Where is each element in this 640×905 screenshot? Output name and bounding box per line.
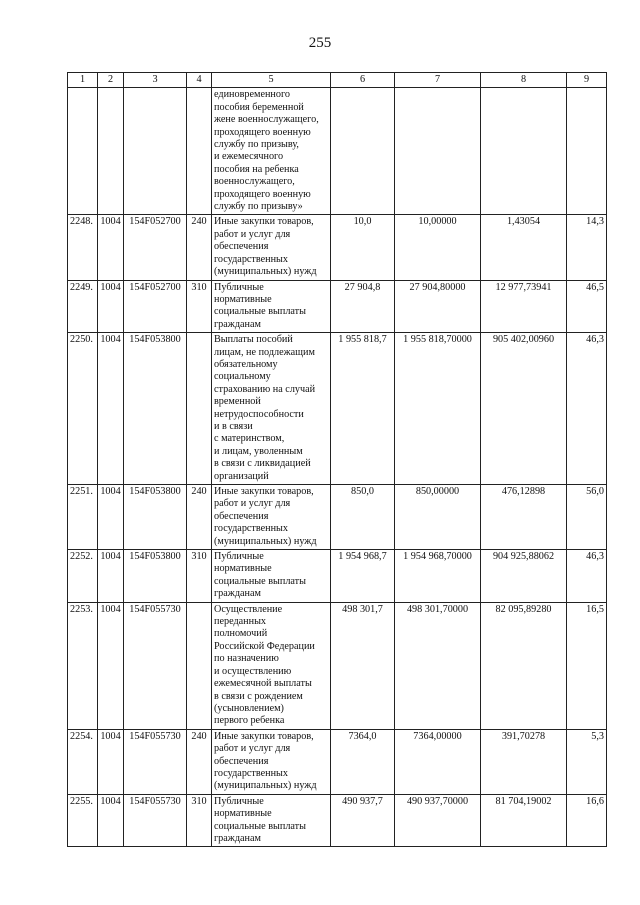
cell-empty: [567, 88, 607, 215]
cell-plan-refined: 1 954 968,70000: [395, 550, 481, 603]
name-line: жене военнослужащего,: [214, 114, 319, 126]
name-line: социальному: [214, 371, 271, 383]
name-line: нормативные: [214, 808, 272, 820]
cell-number: 2251.: [68, 485, 98, 550]
name-line: нормативные: [214, 293, 272, 305]
cell-plan-approved: 27 904,8: [331, 280, 395, 333]
cell-section: 1004: [98, 602, 124, 729]
name-line: Иные закупки товаров,: [214, 216, 314, 228]
name-line: военнослужащего,: [214, 176, 295, 188]
cell-article: 154F053800: [124, 485, 187, 550]
name-line: социальные выплаты: [214, 820, 306, 832]
name-line: работ и услуг для: [214, 498, 291, 510]
name-line: страхованию на случай: [214, 383, 316, 395]
cell-name: [212, 550, 331, 603]
cell-empty: [98, 88, 124, 215]
cell-article: 154F053800: [124, 333, 187, 485]
name-line: социальные выплаты: [214, 575, 306, 587]
name-line: обеспечения: [214, 755, 269, 767]
cell-number: 2255.: [68, 794, 98, 847]
name-line: организаций: [214, 470, 269, 482]
table-row: [68, 333, 607, 485]
name-line: государственных: [214, 767, 288, 779]
name-line: обязательному: [214, 358, 278, 370]
column-header: 5: [212, 73, 331, 88]
column-header: 6: [331, 73, 395, 88]
cell-plan-approved: 498 301,7: [331, 602, 395, 729]
cell-plan-approved: 10,0: [331, 215, 395, 280]
cell-name: [212, 602, 331, 729]
cell-empty: [395, 88, 481, 215]
cell-empty: [68, 88, 98, 215]
name-line: Осуществление: [214, 603, 283, 615]
cell-expense-type: 310: [187, 280, 212, 333]
cell-plan-refined: 498 301,70000: [395, 602, 481, 729]
cell-expense-type: 310: [187, 794, 212, 847]
cell-expense-type: 310: [187, 550, 212, 603]
table-row: [68, 485, 607, 550]
cell-section: 1004: [98, 215, 124, 280]
cell-article: 154F052700: [124, 280, 187, 333]
name-line: работ и услуг для: [214, 743, 291, 755]
name-line: Публичные: [214, 795, 264, 807]
cell-percent: 14,3: [567, 215, 607, 280]
cell-percent: 56,0: [567, 485, 607, 550]
table-row: [68, 729, 607, 794]
page-number: 255: [308, 35, 332, 51]
cell-section: 1004: [98, 485, 124, 550]
cell-number: 2254.: [68, 729, 98, 794]
name-line: и ежемесячного: [214, 151, 284, 163]
column-header: 9: [567, 73, 607, 88]
cell-plan-refined: 10,00000: [395, 215, 481, 280]
name-line: переданных: [214, 616, 267, 628]
column-header: 3: [124, 73, 187, 88]
cell-plan-approved: 7364,0: [331, 729, 395, 794]
name-line: в связи с ликвидацией: [214, 458, 311, 470]
cell-article: 154F055730: [124, 794, 187, 847]
cell-expense-type: 240: [187, 485, 212, 550]
table-row: [68, 550, 607, 603]
name-line: государственных: [214, 253, 288, 265]
column-header: 4: [187, 73, 212, 88]
continuation-row: [68, 88, 607, 215]
cell-plan-approved: 850,0: [331, 485, 395, 550]
cell-executed: 391,70278: [481, 729, 567, 794]
name-line: в связи с рождением: [214, 690, 303, 702]
name-line: обеспечения: [214, 510, 269, 522]
column-header: 1: [68, 73, 98, 88]
cell-executed: 904 925,88062: [481, 550, 567, 603]
column-header: 2: [98, 73, 124, 88]
cell-plan-refined: 27 904,80000: [395, 280, 481, 333]
cell-section: 1004: [98, 280, 124, 333]
cell-number: 2252.: [68, 550, 98, 603]
cell-executed: 905 402,00960: [481, 333, 567, 485]
cell-section: 1004: [98, 729, 124, 794]
name-line: (муниципальных) нужд: [214, 266, 317, 278]
cell-section: 1004: [98, 333, 124, 485]
cell-name: [212, 794, 331, 847]
cell-expense-type: 240: [187, 215, 212, 280]
cell-section: 1004: [98, 794, 124, 847]
name-line: с материнством,: [214, 433, 285, 445]
budget-table: [67, 72, 607, 847]
cell-plan-approved: 1 954 968,7: [331, 550, 395, 603]
cell-percent: 46,3: [567, 550, 607, 603]
name-line: Иные закупки товаров,: [214, 730, 314, 742]
cell-plan-approved: 490 937,7: [331, 794, 395, 847]
name-line: пособия на ребенка: [214, 163, 299, 175]
name-line: службу по призыву»: [214, 201, 303, 213]
table-row: [68, 794, 607, 847]
name-line: первого ребенка: [214, 715, 285, 727]
table-row: [68, 602, 607, 729]
name-line: Выплаты пособий: [214, 334, 293, 346]
cell-expense-type: 240: [187, 729, 212, 794]
name-line: гражданам: [214, 318, 261, 330]
cell-name: [212, 333, 331, 485]
cell-executed: 1,43054: [481, 215, 567, 280]
name-line: и осуществлению: [214, 665, 292, 677]
name-line: государственных: [214, 523, 288, 535]
name-line: гражданам: [214, 832, 261, 844]
cell-name: [212, 729, 331, 794]
cell-plan-refined: 1 955 818,70000: [395, 333, 481, 485]
name-line: работ и услуг для: [214, 228, 291, 240]
cell-name: [212, 485, 331, 550]
cell-empty: [124, 88, 187, 215]
table-row: [68, 280, 607, 333]
cell-plan-refined: 7364,00000: [395, 729, 481, 794]
cell-empty: [187, 88, 212, 215]
column-header: 8: [481, 73, 567, 88]
name-line: полномочий: [214, 628, 268, 640]
cell-executed: 12 977,73941: [481, 280, 567, 333]
cell-number: 2250.: [68, 333, 98, 485]
cell-percent: 46,5: [567, 280, 607, 333]
name-line: нетрудоспособности: [214, 408, 304, 420]
cell-executed: 82 095,89280: [481, 602, 567, 729]
name-line: Публичные: [214, 281, 264, 293]
name-line: (муниципальных) нужд: [214, 535, 317, 547]
cell-plan-refined: 850,00000: [395, 485, 481, 550]
cell-article: 154F055730: [124, 729, 187, 794]
name-line: Иные закупки товаров,: [214, 486, 314, 497]
cell-number: 2253.: [68, 602, 98, 729]
cell-expense-type: [187, 602, 212, 729]
name-line: пособия беременной: [214, 101, 304, 113]
name-line: социальные выплаты: [214, 306, 306, 318]
cell-empty: [331, 88, 395, 215]
cell-plan-approved: 1 955 818,7: [331, 333, 395, 485]
cell-number: 2249.: [68, 280, 98, 333]
cell-percent: 5,3: [567, 729, 607, 794]
cell-article: 154F055730: [124, 602, 187, 729]
cell-article: 154F052700: [124, 215, 187, 280]
cell-number: 2248.: [68, 215, 98, 280]
column-header: 7: [395, 73, 481, 88]
name-line: единовременного: [214, 89, 290, 101]
cell-name: [212, 280, 331, 333]
name-line: службу по призыву,: [214, 139, 299, 151]
name-line: и лицам, уволенным: [214, 445, 303, 457]
cell-executed: 81 704,19002: [481, 794, 567, 847]
cell-plan-refined: 490 937,70000: [395, 794, 481, 847]
name-line: нормативные: [214, 563, 272, 575]
name-line: (муниципальных) нужд: [214, 780, 317, 792]
name-line: гражданам: [214, 588, 261, 600]
cell-executed: 476,12898: [481, 485, 567, 550]
name-line: обеспечения: [214, 241, 269, 253]
cell-expense-type: [187, 333, 212, 485]
cell-section: 1004: [98, 550, 124, 603]
name-line: проходящего военную: [214, 126, 311, 138]
cell-percent: 16,6: [567, 794, 607, 847]
name-line: Российской Федерации: [214, 640, 315, 652]
table-row: [68, 215, 607, 280]
cell-article: 154F053800: [124, 550, 187, 603]
name-line: по назначению: [214, 653, 279, 665]
name-line: лицам, не подлежащим: [214, 346, 315, 358]
cell-name: [212, 88, 331, 215]
cell-percent: 46,3: [567, 333, 607, 485]
name-line: (усыновлением): [214, 702, 284, 714]
cell-empty: [481, 88, 567, 215]
header-row: [68, 73, 607, 88]
name-line: ежемесячной выплаты: [214, 678, 312, 690]
name-line: проходящего военную: [214, 188, 311, 200]
name-line: и в связи: [214, 420, 253, 432]
name-line: Публичные: [214, 551, 264, 563]
cell-percent: 16,5: [567, 602, 607, 729]
name-line: временной: [214, 396, 261, 408]
cell-name: [212, 215, 331, 280]
